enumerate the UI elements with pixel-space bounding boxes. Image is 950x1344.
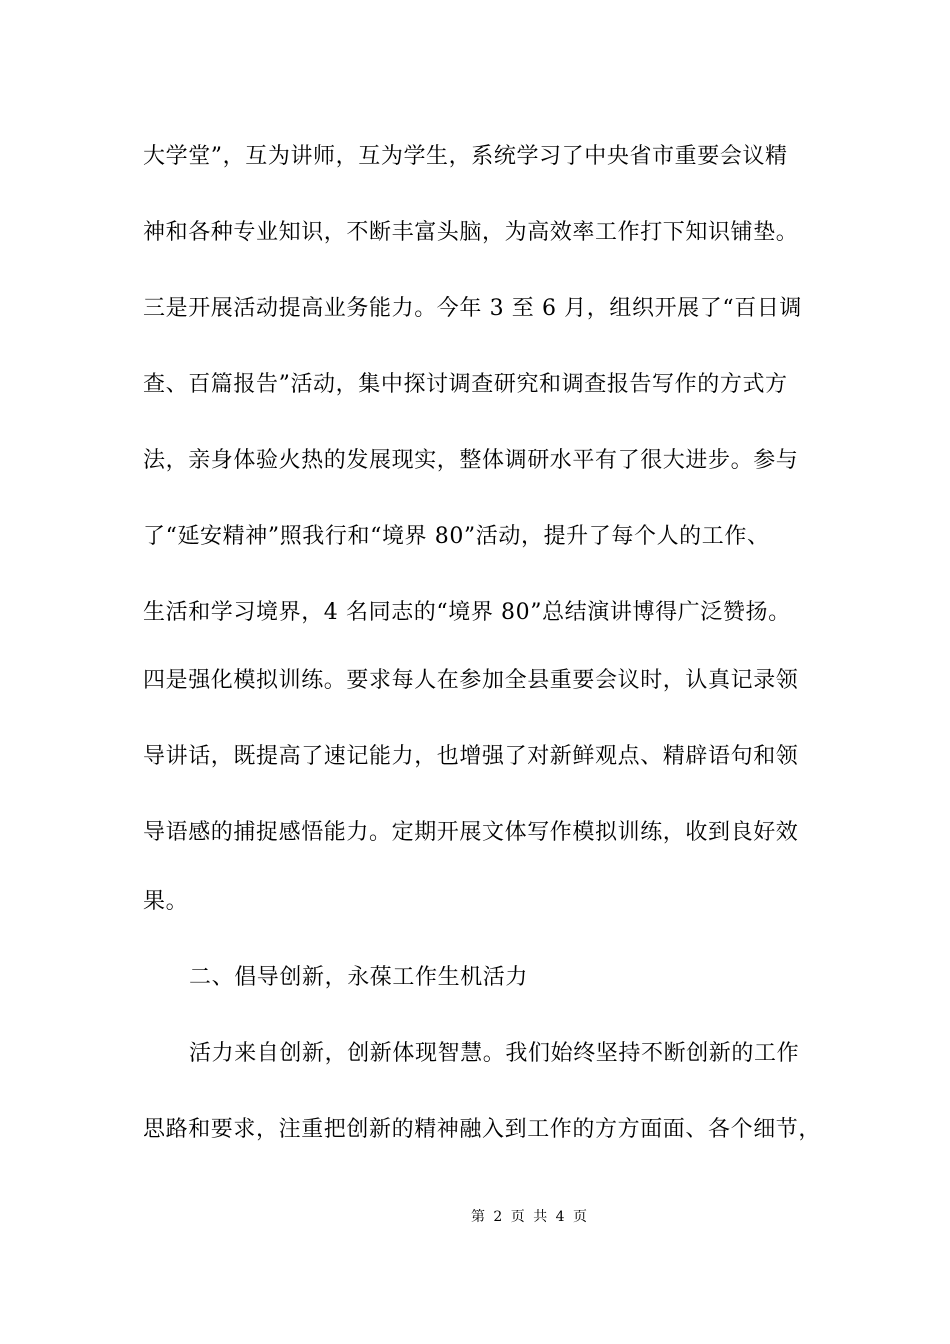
body-line-9: 导讲话，既提高了速记能力，也增强了对新鲜观点、精辟语句和领 (143, 744, 799, 769)
section-heading: 二、倡导创新，永葆工作生机活力 (189, 965, 529, 990)
body-line-2: 神和各种专业知识，不断丰富头脑，为高效率工作打下知识铺垫。 (143, 220, 799, 245)
body-line-14: 思路和要求，注重把创新的精神融入到工作的方方面面、各个细节， (143, 1117, 822, 1142)
body-line-1: 大学堂”，互为讲师，互为学生，系统学习了中央省市重要会议精 (143, 144, 788, 169)
body-line-10: 导语感的捕捉感悟能力。定期开展文体写作模拟训练，收到良好效 (143, 820, 799, 845)
body-line-4: 查、百篇报告”活动，集中探讨调查研究和调查报告写作的方式方 (143, 372, 788, 397)
body-line-5: 法，亲身体验火热的发展现实，整体调研水平有了很大进步。参与 (143, 448, 799, 473)
body-line-11: 果。 (143, 889, 189, 914)
body-line-3: 三是开展活动提高业务能力。今年 3 至 6 月，组织开展了“百日调 (143, 296, 803, 321)
body-line-8: 四是强化模拟训练。要求每人在参加全县重要会议时，认真记录领 (143, 668, 799, 693)
paragraph-first-line: 活力来自创新，创新体现智慧。我们始终坚持不断创新的工作 (189, 1041, 800, 1066)
body-line-6: 了“延安精神”照我行和“境界 80”活动，提升了每个人的工作、 (143, 524, 770, 549)
page-number-footer: 第 2 页 共 4 页 (470, 1209, 590, 1225)
body-line-7: 生活和学习境界，4 名同志的“境界 80”总结演讲博得广泛赞扬。 (143, 600, 791, 625)
